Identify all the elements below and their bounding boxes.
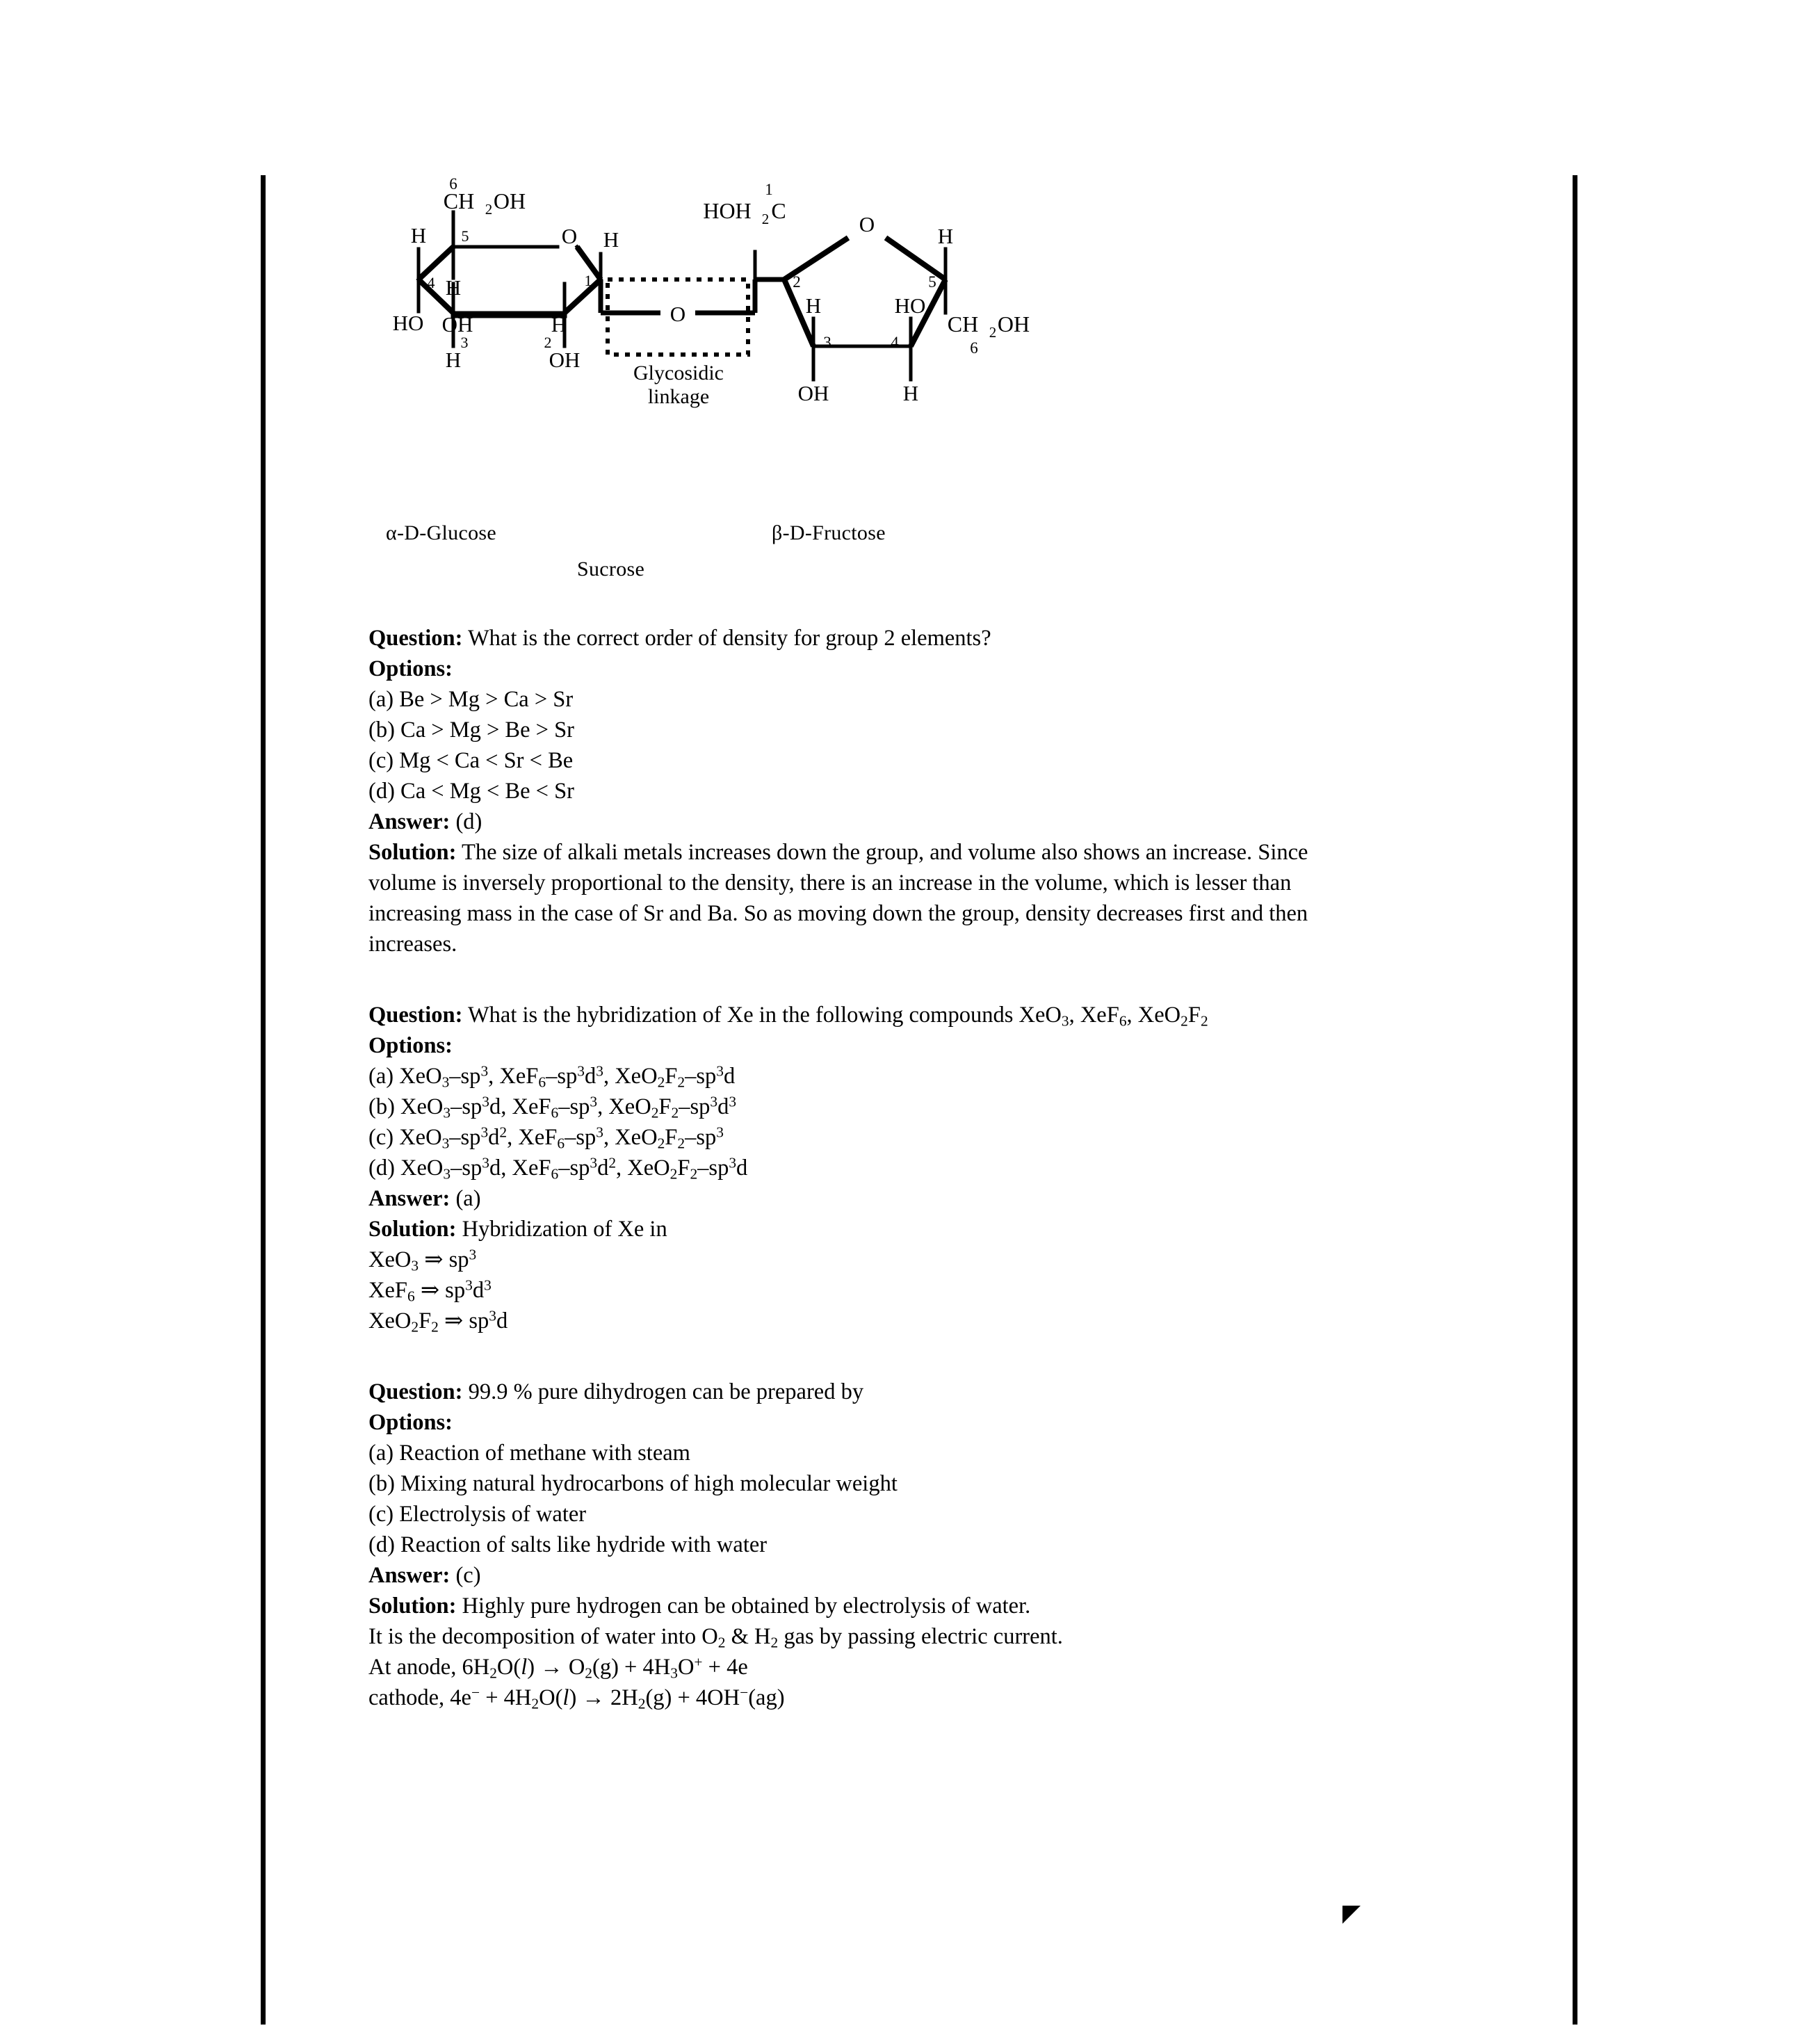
glucose-c3-h: H (445, 348, 462, 372)
fructose-c5-number: 5 (928, 273, 936, 291)
question-2-option-c[interactable]: (c) $XeO_3-sp^3d^2$, $XeF_6-sp^3$, $XeO_2F_2-sp^3$ (368, 1124, 724, 1152)
answer-label-3: Answer: (368, 1563, 451, 1588)
solution-label-3: Solution: (368, 1593, 457, 1619)
solution-label-2: Solution: (368, 1217, 457, 1242)
question-1-option-b[interactable]: (b) Ca > Mg > Be > Sr (368, 717, 575, 743)
glucose-c2-h: H (551, 312, 567, 336)
glucose-c6-group: CH (443, 188, 475, 213)
solution-text-3: Highly pure hydrogen can be obtained by electrolysis of water. (462, 1593, 1031, 1619)
fructose-c6-group: CH (947, 311, 979, 336)
question-2-solution-line-1: XeO$_3$ ⇒ $sp^3$ (368, 1246, 477, 1274)
question-1-text: What is the correct order of density for group 2 elements? (467, 626, 991, 651)
question-2-formulas: XeO$_3$, XeF$_6$, $XeO_2F_2$ (1018, 1003, 1208, 1030)
caption-sucrose: Sucrose (577, 558, 645, 581)
glucose-c6-oh: OH (493, 188, 526, 213)
question-block-2 (368, 1000, 1481, 1336)
page-content (368, 174, 1481, 1713)
question-3-options-label (368, 1407, 1481, 1438)
question-3-option-c[interactable]: (c) Electrolysis of water (368, 1502, 587, 1527)
glucose-c3-number: 3 (460, 334, 469, 351)
question-3-solution-line-2: At anode, $6H_2O(l) \to O_2(g) + 4H_3O^+ + 4e$ (368, 1653, 748, 1682)
question-2-text: What is the hybridization of Xe in the following compounds (467, 1003, 1019, 1028)
fructose-c4-ho: HO (894, 293, 926, 318)
question-3-solution-line-1: It is the decomposition of water into $O_2$ & $H_2$ gas by passing electric current. (368, 1624, 1063, 1651)
glucose-c1-h: H (603, 227, 619, 252)
caption-fructose: β-D-Fructose (772, 521, 886, 544)
fructose-c1-c: C (771, 198, 786, 223)
fructose-c1-number: 1 (765, 181, 773, 198)
fructose-c6-oh: OH (997, 311, 1030, 336)
glucose-c4-ho: HO (392, 311, 424, 335)
glucose-c5-number: 5 (461, 227, 469, 245)
question-3-option-b[interactable]: (b) Mixing natural hydrocarbons of high molecular weight (368, 1471, 898, 1496)
answer-value-1: (d) (455, 809, 482, 834)
question-2-solution-line-2: XeF$_6$ ⇒ $sp^3d^3$ (368, 1276, 492, 1305)
solution-text-1: The size of alkali metals increases down the group, and volume also shows an increase. Since volume is inversely proportional to the density, there is an increase in the volume, which is lesser than increasing mass in the case of Sr and Ba. So as moving down the group, density decreases first and then increases. (368, 840, 1308, 957)
question-3-option-d[interactable]: (d) Reaction of salts like hydride with water (368, 1532, 768, 1557)
question-3-line (368, 1377, 1481, 1407)
fructose-c5-h: H (937, 224, 954, 248)
fructose-c6-sub: 2 (989, 324, 997, 341)
glucose-c6-number: 6 (449, 175, 457, 193)
glucose-c3-oh: OH (441, 312, 473, 336)
answer-label-2: Answer: (368, 1186, 451, 1211)
solution-label-1: Solution: (368, 840, 457, 865)
fructose-c4-number: 4 (891, 334, 899, 351)
question-1-solution (368, 837, 1363, 959)
question-1-option-d[interactable]: (d) Ca < Mg < Be < Sr (368, 779, 575, 804)
question-2-line (368, 1000, 1481, 1030)
question-1-option-c[interactable]: (c) Mg < Ca < Sr < Be (368, 748, 574, 773)
question-2-options-label (368, 1030, 1481, 1061)
glycosidic-bridge-oxygen: O (669, 302, 686, 326)
options-label-3: Options: (368, 1410, 453, 1435)
question-2-option-a[interactable]: (a) $XeO_3-sp^3$, $XeF_6-sp^3d^3$, $XeO_2F_2-sp^3d$ (368, 1062, 736, 1091)
question-3-label: Question: (368, 1379, 463, 1404)
glycosidic-linkage-label-2: linkage (647, 385, 710, 408)
glucose-ring-oxygen: O (561, 224, 578, 248)
glucose-c4-number: 4 (427, 274, 435, 291)
question-block-3 (368, 1377, 1481, 1713)
caption-glucose: α-D-Glucose (386, 521, 496, 544)
fructose-c6-number: 6 (970, 339, 978, 357)
answer-value-2: (a) (455, 1186, 481, 1211)
fructose-ring-oxygen: O (859, 212, 875, 236)
glucose-c2-number: 2 (544, 334, 552, 351)
sucrose-structure-diagram (368, 174, 1133, 521)
fructose-c3-h: H (805, 293, 822, 318)
question-2-option-b[interactable]: (b) $XeO_3-sp^3d$, $XeF_6-sp^3$, $XeO_2F_2-sp^3d^3$ (368, 1093, 737, 1121)
answer-label-1: Answer: (368, 809, 451, 834)
page-bottom-marker (1342, 1906, 1361, 1924)
question-3-solution-line-3: cathode, $4e^- + 4H_2O(l) \to 2H_2(g) + 4OH^-(ag)$ (368, 1684, 785, 1712)
fructose-c2-number: 2 (793, 273, 801, 291)
question-2-solution-line (368, 1214, 1481, 1244)
question-2-label: Question: (368, 1003, 463, 1028)
question-2-answer-line (368, 1183, 1481, 1214)
page-border-right (1573, 175, 1577, 2025)
sucrose-structure-svg (368, 174, 1133, 521)
question-3-answer-line (368, 1560, 1481, 1591)
fructose-c1-sub: 2 (761, 211, 770, 227)
glucose-c4-h: H (410, 223, 427, 248)
question-block-1 (368, 623, 1481, 959)
fructose-c3-oh: OH (797, 381, 829, 405)
question-2-option-d[interactable]: (d) $XeO_3-sp^3d$, $XeF_6-sp^3d^2$, $XeO_2F_2-sp^3d$ (368, 1154, 748, 1183)
question-3-solution-line (368, 1591, 1481, 1621)
fructose-c1-hoh: HOH (703, 198, 752, 223)
options-label-2: Options: (368, 1033, 453, 1058)
page-border-left (261, 175, 266, 2025)
question-1-label: Question: (368, 626, 463, 651)
glucose-c6-sub: 2 (485, 201, 493, 218)
answer-value-3: (c) (455, 1563, 481, 1588)
question-1-options-label (368, 654, 1481, 684)
glucose-c1-number: 1 (584, 272, 592, 289)
question-1-answer-line (368, 806, 1481, 837)
question-3-text: 99.9 % pure dihydrogen can be prepared by (468, 1379, 864, 1404)
options-label-1: Options: (368, 656, 453, 681)
question-1-line (368, 623, 1481, 654)
glycosidic-linkage-label-1: Glycosidic (633, 362, 724, 384)
question-1-option-a[interactable]: (a) Be > Mg > Ca > Sr (368, 687, 574, 712)
glucose-c5-h: H (445, 275, 462, 300)
solution-text-2: Hybridization of Xe in (462, 1217, 667, 1242)
fructose-c3-number: 3 (823, 334, 831, 351)
fructose-c4-h: H (902, 381, 919, 405)
diagram-captions (368, 521, 1133, 581)
question-2-solution-line-3: $XeO_2F_2$ ⇒ $sp^3d$ (368, 1307, 508, 1336)
question-3-option-a[interactable]: (a) Reaction of methane with steam (368, 1441, 690, 1466)
glucose-c2-oh: OH (549, 348, 581, 372)
